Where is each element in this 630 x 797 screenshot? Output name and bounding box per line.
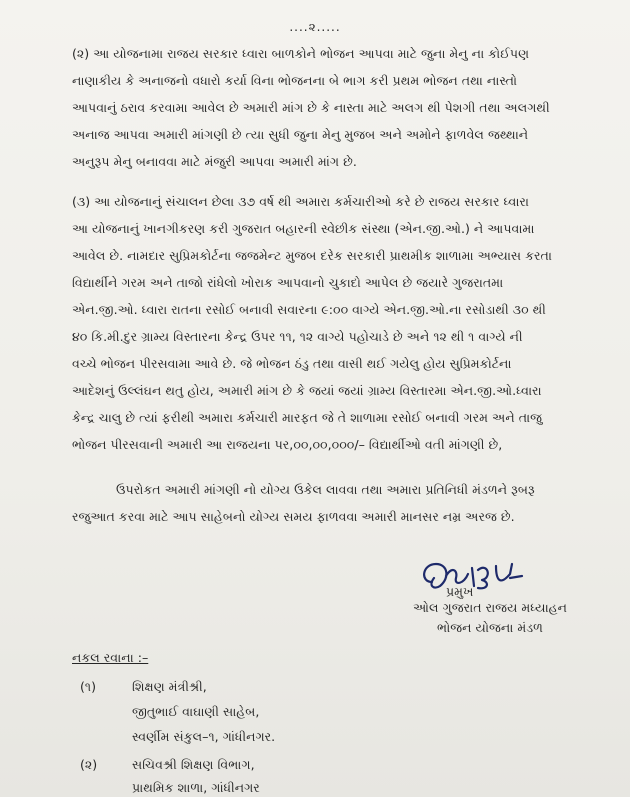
copy-item-line: પ્રાથમિક શાળા, ગાંધીનગર bbox=[132, 780, 260, 795]
para3-line: આવેલ છે. નામદાર સુપ્રિમકોર્ટના જજમેન્ટ મુજબ દરેક સરકારી પ્રાથમીક શાળામા અભ્યાસ કરતા bbox=[72, 248, 552, 263]
organization-name-line1: ઓલ ગુજરાત રાજય મધ્યાહન bbox=[412, 600, 568, 615]
paragraph-3 bbox=[72, 188, 608, 458]
closing-line: રજુઆત કરવા માટે આપ સાહેબનો યોગ્ય સમય ફાળવવા અમારી માનસર નમ્ર અરજ છે. bbox=[72, 509, 515, 524]
para2-line: નાણાકીય કે અનાજનો વધારો કર્યા વિના ભોજનના બે ભાગ કરી પ્રથમ ભોજન તથા નાસ્તો bbox=[72, 73, 518, 88]
para2-line: અનુરૂપ મેનુ બનાવવા માટે મંજુરી આપવા અમારી માંગ છે. bbox=[72, 154, 357, 169]
para3-line: આદેશનું ઉલ્લંઘન થતુ હોય, અમારી માંગ છે કે જયાં જયાં ગ્રામ્ય વિસ્તારમા એન.જી.ઓ.ધ્વારા bbox=[72, 383, 542, 398]
copy-to-heading: નકલ રવાના :– bbox=[72, 650, 149, 665]
copy-item-number: (૧) bbox=[80, 679, 96, 694]
para2-line: આપવાનું ઠરાવ કરવામા આવેલ છે અમારી માંગ છે કે નાસ્તા માટે અલગ થી પેશગી તથા અલગથી bbox=[72, 100, 550, 115]
para3-line: વચ્ચે ભોજન પીરસવામા આવે છે. જે ભોજન ઠંડુ તથા વાસી થઈ ગયેલુ હોય સુપ્રિમકોર્ટના bbox=[72, 356, 512, 371]
para2-line: અનાજ આપવા અમારી માંગણી છે ત્યા સુધી જુના મેનુ મુજબ અને અમોને ફાળવેલ જથ્થાને bbox=[72, 127, 529, 142]
copy-item-line: શિક્ષણ મંત્રીશ્રી, bbox=[132, 679, 207, 694]
para3-line: કેન્દ્ર ચાલુ છે ત્યાં ફરીથી અમારા કર્મચારી મારફત જે તે શાળામા રસોઈ બનાવી ગરમ અને તાજુ bbox=[72, 410, 543, 425]
copy-item-line: જીતુભાઈ વાઘાણી સાહેબ, bbox=[132, 704, 260, 719]
para3-line: (૩) આ યોજનાનું સંચાલન છેલા ૩૭ વર્ષ થી અમારા કર્મચારીઓ કરે છે રાજય સરકાર ધ્વારા bbox=[72, 194, 530, 209]
organization-name-line2: ભોજન યોજના મંડળ bbox=[437, 620, 543, 635]
copy-item-line: સચિવશ્રી શિક્ષણ વિભાગ, bbox=[132, 757, 255, 772]
closing-paragraph-cont bbox=[72, 503, 608, 530]
para3-line: ભોજન પીરસવાની અમારી આ રાજયના પર,૦૦,૦૦,૦૦૦/– વિદ્યાર્થીઓ વતી માંગણી છે, bbox=[72, 437, 503, 452]
paragraph-2 bbox=[72, 40, 608, 175]
signatory-title: પ્રમુખ bbox=[446, 584, 474, 599]
para2-line: (૨) આ યોજનામા રાજય સરકાર ધ્વારા બાળકોને ભોજન આપવા માટે જુના મેનુ ના કોઈપણ bbox=[72, 46, 530, 61]
para3-line: ૪૦ કિ.મી.દુર ગ્રામ્ય વિસ્તારના કેન્દ્ર ઉપર ૧૧, ૧૨ વાગ્યે પહોચાડે છે અને ૧૨ થી ૧ વાગ્યે ની bbox=[72, 329, 523, 344]
closing-paragraph bbox=[116, 476, 616, 503]
para3-line: વિદ્યાર્થીને ગરમ અને તાજો રાંધેલો ખોરાક આપવાનો ચુકાદો આપેલ છે જયારે ગુજરાતમા bbox=[72, 275, 504, 290]
copy-item-number: (૨) bbox=[80, 757, 98, 772]
copy-item-line: સ્વર્ણીમ સંકુલ–૧, ગાંધીનગર. bbox=[132, 729, 276, 744]
para3-line: એન.જી.ઓ. ધ્વારા રાતના રસોઈ બનાવી સવારના ૯:૦૦ વાગ્યે એન.જી.ઓ.ના રસોડાથી ૩૦ થી bbox=[72, 302, 546, 317]
closing-line: ઉપરોકત અમારી માંગણી નો યોગ્ય ઉકેલ લાવવા તથા અમારા પ્રતિનિધી મંડળને રૂબરૂ bbox=[116, 482, 535, 497]
page-number: ....૨..... bbox=[289, 20, 341, 34]
para3-line: આ યોજનાનું ખાનગીકરણ કરી ગુજરાત બહારની સ્વેછીક સંસ્થા (એન.જી.ઓ.) ને આપવામા bbox=[72, 221, 535, 236]
